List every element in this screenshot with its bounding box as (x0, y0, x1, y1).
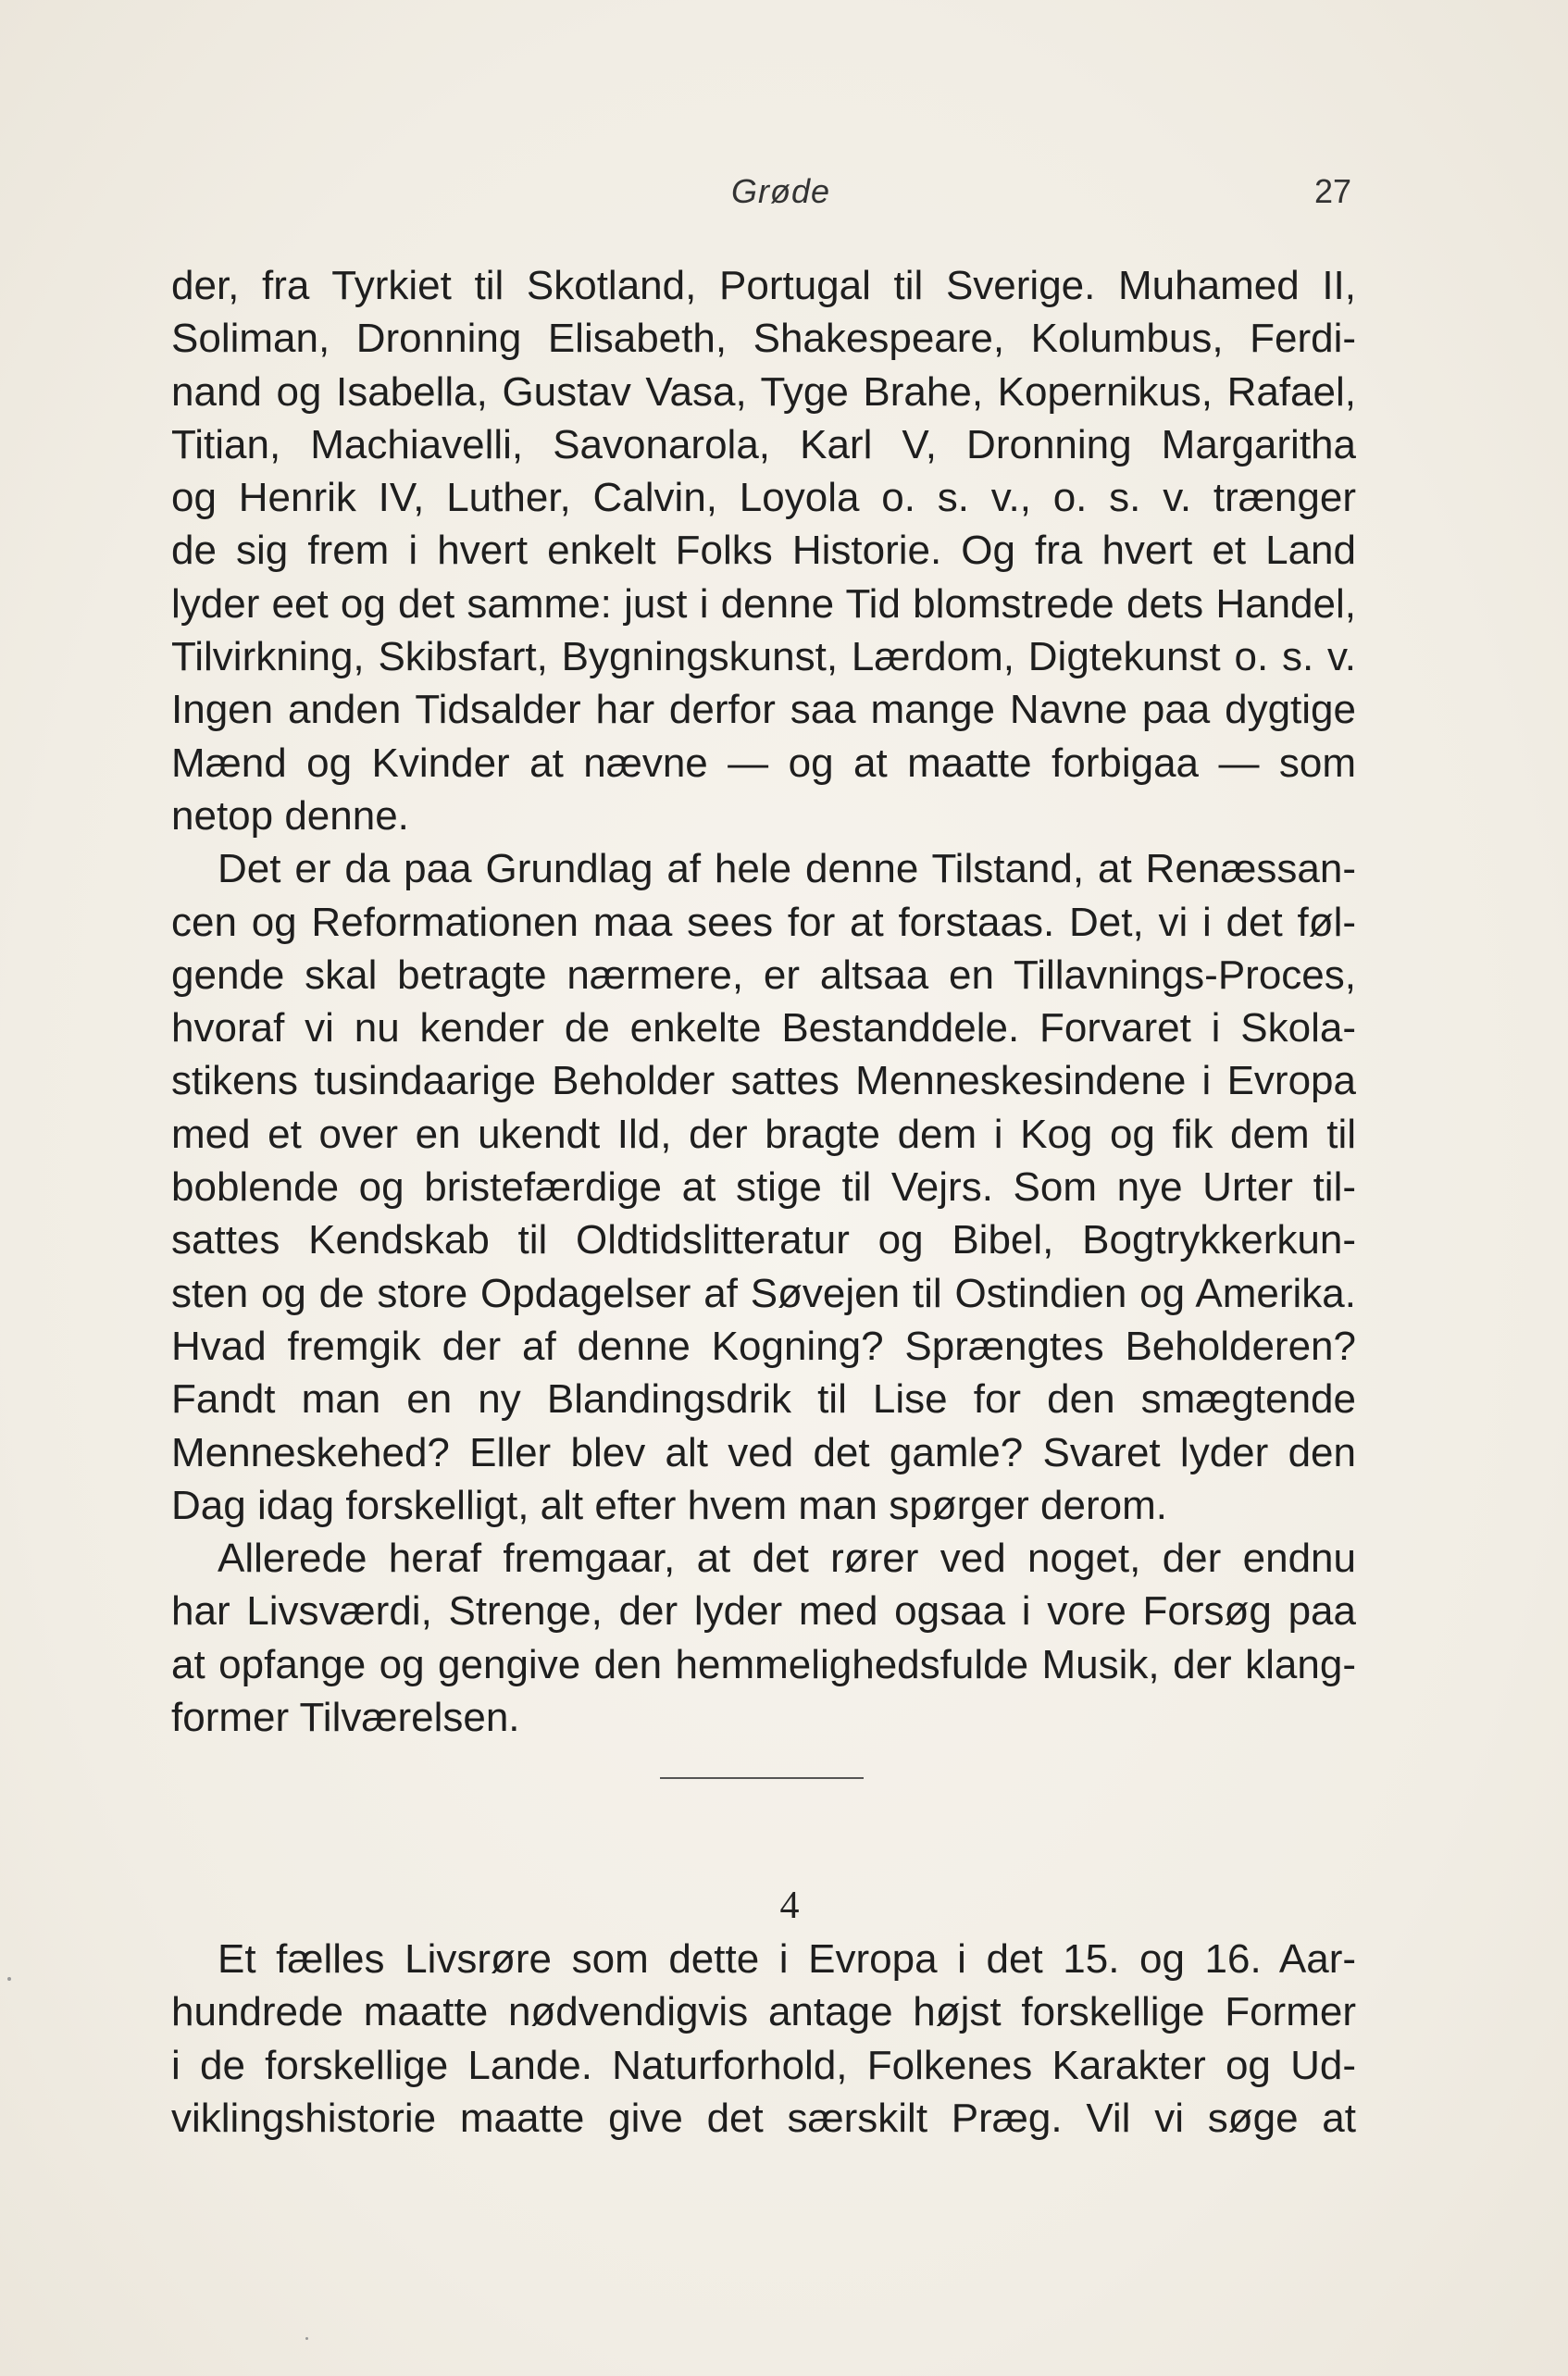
text-line: former Tilværelsen. (171, 1695, 520, 1741)
paragraph-3 (171, 1532, 1356, 1744)
text-line: Titian, Machiavelli, Savonarola, Karl V, Dronning Margaritha (171, 421, 1356, 467)
text-line: Soliman, Dronning Elisabeth, Shakespeare, Kolumbus, Ferdi- (171, 316, 1356, 362)
text-line: har Livsværdi, Strenge, der lyder med ogsaa i vore Forsøg paa (171, 1588, 1356, 1635)
body-text-lower (171, 1933, 1356, 2145)
text-line: sten og de store Opdagelser af Søvejen til Ostindien og Amerika. (171, 1270, 1356, 1316)
text-line: hvoraf vi nu kender de enkelte Bestanddele. Forvaret i Skola- (171, 1005, 1356, 1051)
paragraph-2 (171, 842, 1356, 1532)
text-line: de sig frem i hvert enkelt Folks Historie. Og fra hvert et Land (171, 528, 1356, 574)
text-line: at opfange og gengive den hemmelighedsfulde Musik, der klang- (171, 1641, 1356, 1687)
text-line: hundrede maatte nødvendigvis antage højst forskellige Former (171, 1989, 1356, 2035)
text-line: Dag idag forskelligt, alt efter hvem man spørger derom. (171, 1482, 1168, 1528)
text-line: Fandt man en ny Blandingsdrik til Lise for den smægtende (171, 1376, 1356, 1423)
text-line: og Henrik IV, Luther, Calvin, Loyola o. s. v., o. s. v. trænger (171, 475, 1356, 521)
text-line: Tilvirkning, Skibsfart, Bygningskunst, Lærdom, Digtekunst o. s. v. (171, 634, 1356, 680)
text-line: cen og Reformationen maa sees for at forstaas. Det, vi i det føl- (171, 899, 1356, 945)
text-line: boblende og bristefærdige at stige til Vejrs. Som nye Urter til- (171, 1164, 1356, 1211)
text-line: Hvad fremgik der af denne Kogning? Sprængtes Beholderen? (171, 1323, 1356, 1369)
page-number: 27 (1314, 172, 1352, 210)
text-line: netop denne. (171, 792, 409, 839)
text-line: Et fælles Livsrøre som dette i Evropa i det 15. og 16. Aar- (218, 1936, 1356, 1982)
paragraph-1 (171, 259, 1356, 842)
text-line: i de forskellige Lande. Naturforhold, Folkenes Karakter og Ud- (171, 2042, 1356, 2088)
text-line: viklingshistorie maatte give det særskilt Præg. Vil vi søge at (171, 2095, 1356, 2141)
text-line: Det er da paa Grundlag af hele denne Tilstand, at Renæssan- (218, 846, 1356, 892)
text-line: der, fra Tyrkiet til Skotland, Portugal til Sverige. Muhamed II, (171, 263, 1356, 308)
running-title: Grøde (731, 172, 831, 210)
text-line: stikens tusindaarige Beholder sattes Menneskesindene i Evropa (171, 1058, 1356, 1104)
paragraph-4 (171, 1933, 1356, 2145)
text-line: Allerede heraf fremgaar, at det rører ved noget, der endnu (218, 1536, 1356, 1582)
running-header (0, 172, 1568, 218)
paper-speck (7, 1977, 11, 1981)
section-divider (660, 1777, 864, 1779)
text-line: Ingen anden Tidsalder har derfor saa mange Navne paa dygtige (171, 687, 1356, 733)
text-line: gende skal betragte nærmere, er altsaa en Tillavnings-Proces, (171, 952, 1356, 998)
text-line: lyder eet og det samme: just i denne Tid blomstrede dets Handel, (171, 580, 1356, 627)
text-line: nand og Isabella, Gustav Vasa, Tyge Brahe, Kopernikus, Rafael, (171, 368, 1356, 415)
text-line: sattes Kendskab til Oldtidslitteratur og Bibel, Bogtrykkerkun- (171, 1217, 1356, 1263)
text-line: Mænd og Kvinder at nævne — og at maatte forbigaa — som (171, 740, 1356, 786)
body-text-upper (171, 259, 1356, 1744)
text-line: med et over en ukendt Ild, der bragte dem i Kog og fik dem til (171, 1111, 1356, 1157)
paper-speck (305, 2337, 308, 2340)
section-number: 4 (779, 1885, 800, 1927)
text-line: Menneskehed? Eller blev alt ved det gamle? Svaret lyder den (171, 1429, 1356, 1475)
